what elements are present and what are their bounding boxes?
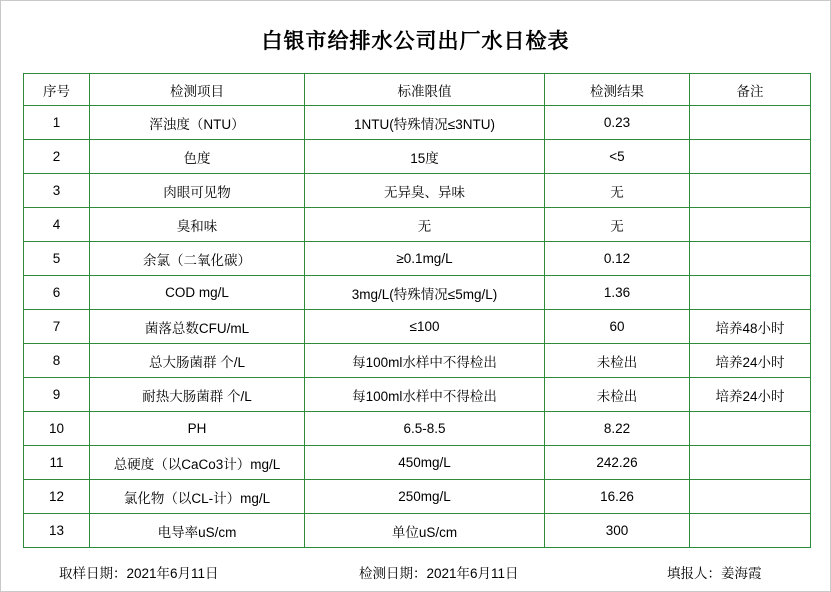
cell-result: 未检出 [545, 378, 690, 412]
table-row [24, 378, 811, 412]
cell-item: 耐热大肠菌群 个/L [90, 378, 305, 412]
cell-limit: 每100ml水样中不得检出 [305, 344, 545, 378]
cell-result: 242.26 [545, 446, 690, 480]
cell-remark: 培养24小时 [690, 378, 811, 412]
cell-limit: ≤100 [305, 310, 545, 344]
column-header-limit: 标准限值 [305, 74, 545, 106]
cell-remark [690, 276, 811, 310]
cell-no: 3 [24, 174, 90, 208]
cell-item: 肉眼可见物 [90, 174, 305, 208]
cell-no: 13 [24, 514, 90, 548]
cell-limit: 6.5-8.5 [305, 412, 545, 446]
cell-item: 浑浊度（NTU） [90, 106, 305, 140]
cell-no: 8 [24, 344, 90, 378]
table-row [24, 140, 811, 174]
table-row [24, 514, 811, 548]
cell-remark [690, 140, 811, 174]
table-row [24, 446, 811, 480]
cell-result: 无 [545, 208, 690, 242]
column-header-no: 序号 [24, 74, 90, 106]
cell-item: 总硬度（以CaCo3计）mg/L [90, 446, 305, 480]
cell-result: 未检出 [545, 344, 690, 378]
cell-result: 0.12 [545, 242, 690, 276]
cell-item: 氯化物（以CL-计）mg/L [90, 480, 305, 514]
cell-remark [690, 514, 811, 548]
cell-result: 0.23 [545, 106, 690, 140]
cell-result: 无 [545, 174, 690, 208]
cell-result: 300 [545, 514, 690, 548]
cell-item: 余氯（二氧化碳） [90, 242, 305, 276]
cell-no: 7 [24, 310, 90, 344]
cell-remark [690, 208, 811, 242]
page-title: 白银市给排水公司出厂水日检表 [261, 30, 570, 53]
cell-remark [690, 242, 811, 276]
cell-no: 9 [24, 378, 90, 412]
cell-item: 总大肠菌群 个/L [90, 344, 305, 378]
cell-result: <5 [545, 140, 690, 174]
cell-item: COD mg/L [90, 276, 305, 310]
cell-no: 10 [24, 412, 90, 446]
test-date: 检测日期：2021年6月11日 [359, 566, 519, 581]
document-footer [1, 562, 830, 582]
table-header-row [24, 74, 811, 106]
cell-limit: 无 [305, 208, 545, 242]
table-row [24, 480, 811, 514]
cell-limit: ≥0.1mg/L [305, 242, 545, 276]
cell-limit: 450mg/L [305, 446, 545, 480]
table-row [24, 174, 811, 208]
column-header-remark: 备注 [690, 74, 811, 106]
table-container [1, 73, 830, 548]
cell-remark [690, 106, 811, 140]
cell-no: 1 [24, 106, 90, 140]
cell-limit: 单位uS/cm [305, 514, 545, 548]
table-row [24, 276, 811, 310]
table-row [24, 208, 811, 242]
cell-item: 电导率uS/cm [90, 514, 305, 548]
cell-no: 4 [24, 208, 90, 242]
cell-remark [690, 174, 811, 208]
cell-limit: 无异臭、异味 [305, 174, 545, 208]
cell-limit: 3mg/L(特殊情况≤5mg/L) [305, 276, 545, 310]
column-header-result: 检测结果 [545, 74, 690, 106]
cell-result: 8.22 [545, 412, 690, 446]
cell-item: 色度 [90, 140, 305, 174]
cell-remark: 培养24小时 [690, 344, 811, 378]
cell-no: 5 [24, 242, 90, 276]
cell-no: 11 [24, 446, 90, 480]
cell-limit: 1NTU(特殊情况≤3NTU) [305, 106, 545, 140]
cell-item: 菌落总数CFU/mL [90, 310, 305, 344]
cell-remark: 培养48小时 [690, 310, 811, 344]
table-body [24, 106, 811, 548]
cell-limit: 15度 [305, 140, 545, 174]
cell-result: 60 [545, 310, 690, 344]
cell-result: 1.36 [545, 276, 690, 310]
cell-no: 2 [24, 140, 90, 174]
cell-no: 6 [24, 276, 90, 310]
cell-remark [690, 412, 811, 446]
water-quality-table [23, 73, 811, 548]
cell-item: 臭和味 [90, 208, 305, 242]
cell-limit: 250mg/L [305, 480, 545, 514]
cell-limit: 每100ml水样中不得检出 [305, 378, 545, 412]
table-row [24, 412, 811, 446]
sample-date: 取样日期：2021年6月11日 [59, 566, 219, 581]
table-row [24, 106, 811, 140]
table-header [24, 74, 811, 106]
cell-remark [690, 480, 811, 514]
table-row [24, 242, 811, 276]
cell-result: 16.26 [545, 480, 690, 514]
cell-no: 12 [24, 480, 90, 514]
column-header-item: 检测项目 [90, 74, 305, 106]
table-row [24, 310, 811, 344]
cell-item: PH [90, 412, 305, 446]
table-row [24, 344, 811, 378]
filler-name: 填报人：姜海霞 [667, 566, 762, 581]
cell-remark [690, 446, 811, 480]
